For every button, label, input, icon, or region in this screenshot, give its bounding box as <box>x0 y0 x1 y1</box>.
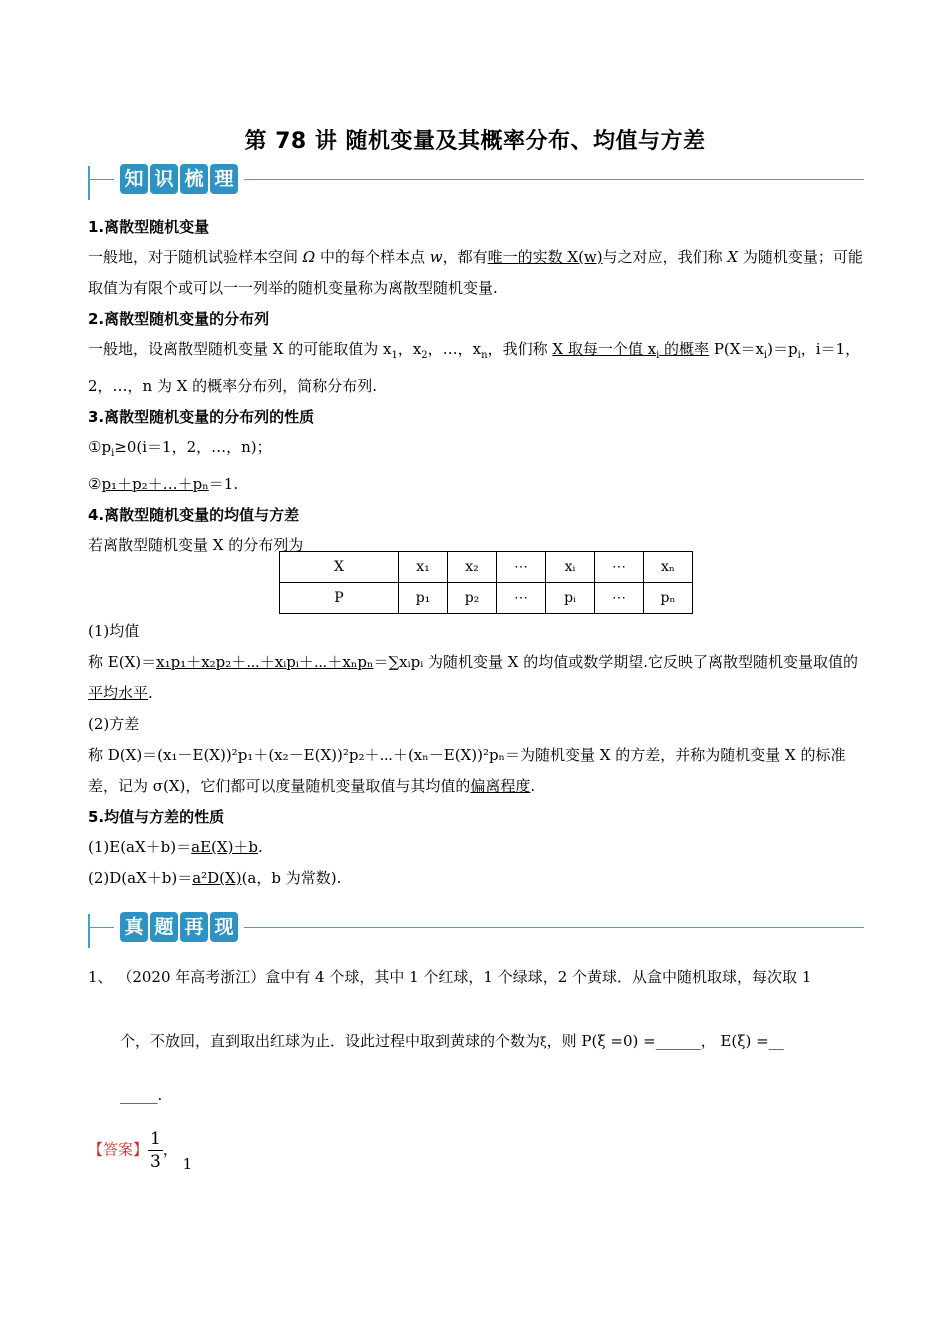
mean-heading: (1)均值 <box>88 622 140 640</box>
section-badge: 知 识 梳 理 <box>114 162 244 196</box>
page-title: 第 78 讲 随机变量及其概率分布、均值与方差 <box>244 129 706 154</box>
para-3a: $①p_i\ge 0(i=1$，2，…，n)； <box>88 438 272 459</box>
section-header-knowledge <box>88 162 864 202</box>
answer-block: 【答案】 $\frac{1}{3}$ ， 1 <box>88 1129 193 1173</box>
table-row: X x₁ x₂ ⋯ xᵢ ⋯ xₙ <box>280 552 693 583</box>
mean-variance-content <box>88 616 864 894</box>
variance-heading: (2)方差 <box>88 715 140 733</box>
answer-label: 【答案】 <box>88 1140 149 1159</box>
table-row: P p₁ p₂ ⋯ pᵢ ⋯ pₙ <box>280 583 693 614</box>
variance-definition: 称 D(X)＝(x₁－E(X))²p₁＋(x₂－E(X))²p₂＋⋯＋(xₙ－E(X))²pₙ＝为随机变量 X 的方差，并称为随机变量 X 的标准差，记为 σ(X)，它们都可以度量随机变量取值与其均值的偏离程度. <box>88 746 846 795</box>
para-4: 若离散型随机变量 X 的分布列为 <box>88 536 304 554</box>
question-1-line-1: 1、 （2020 年高考浙江）盒中有 4 个球，其中 1 个红球，1 个绿球，2 个黄球．从盒中随机取球，每次取 1 <box>88 968 812 986</box>
heading-5: 5.均值与方差的性质 <box>88 808 225 826</box>
para-1: 一般地，对于随机试验样本空间 Ω 中的每个样本点 w，都有唯一的实数 X(w)与之对应，我们称 X 为随机变量；可能取值为有限个或可以一一列举的随机变量称为离散型随机变量. <box>88 248 863 297</box>
mean-definition: 称 E(X)＝x₁p₁＋x₂p₂＋⋯＋xᵢpᵢ＋⋯＋xₙpₙ＝∑xᵢpᵢ 为随机变量 X 的均值或数学期望.它反映了离散型随机变量取值的平均水平. <box>88 653 858 702</box>
heading-3: 3.离散型随机变量的分布列的性质 <box>88 408 315 426</box>
knowledge-content <box>88 212 864 561</box>
question-1-line-2: 个，不放回，直到取出红球为止．设此过程中取到黄球的个数为ξ，则 P(ξ =0) =______， E(ξ) =__ <box>120 1032 784 1050</box>
heading-2: 2.离散型随机变量的分布列 <box>88 310 270 328</box>
property-1: (1)E(aX＋b)＝aE(X)＋b. <box>88 838 263 856</box>
section-badge: 真 题 再 现 <box>114 910 244 944</box>
property-2: (2)D(aX＋b)＝a²D(X)(a，b 为常数). <box>88 869 342 887</box>
heading-4: 4.离散型随机变量的均值与方差 <box>88 506 300 524</box>
answer-fraction: $\frac{1}{3}$ <box>150 1129 161 1172</box>
answer-2: 1 <box>182 1154 193 1173</box>
para-3b: ②p₁＋p₂＋…＋pₙ＝1. <box>88 475 239 493</box>
para-2: 一般地，设离散型随机变量 X 的可能取值为 $x_1$，$x_2$，…，$x_n$，我们称 X 取每一个值 $x_i$ 的概率 $P(X=x_i)=p_i$，i＝1，2，…，n 为 X 的概率分布列，简称分布列. <box>88 340 861 395</box>
distribution-table <box>279 551 693 614</box>
section-header-exam <box>88 910 864 950</box>
question-1-line-3: _____. <box>120 1086 163 1104</box>
heading-1: 1.离散型随机变量 <box>88 218 210 236</box>
